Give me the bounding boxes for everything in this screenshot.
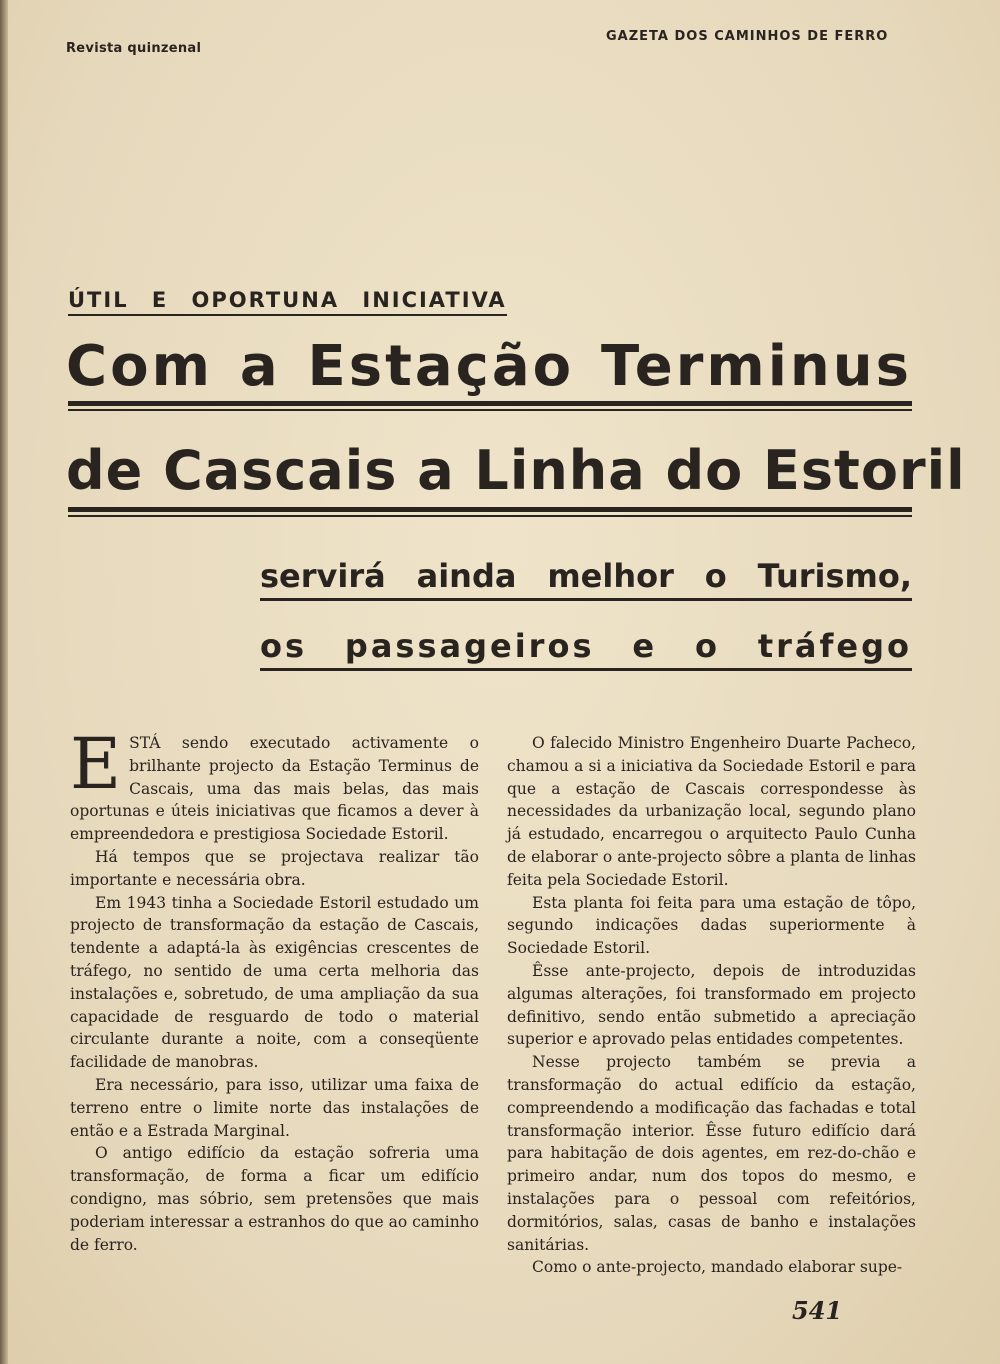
page-number: 541: [792, 1296, 843, 1325]
paragraph: O antigo edifício da estação sofreria uma transformação, de forma a ficar um edifício condigno, mas sóbrio, sem pretensões que mais poderiam interessar a estranhos do que ao caminho de ferro.: [70, 1144, 479, 1254]
article-title-line-1: Com a Estação Terminus: [66, 334, 912, 399]
paragraph: O falecido Ministro Engenheiro Duarte Pacheco, chamou a si a iniciativa da Sociedade Estoril e para que a estação de Cascais correspondesse às necessidades da urbanização local, segundo plano já estudado, encarregou o arquitecto Paulo Cunha de elaborar o ante-projecto sôbre a planta de linhas feita pela Sociedade Estoril.: [507, 734, 916, 889]
paragraph: Esta planta foi feita para uma estação de tôpo, segundo indicações dadas superiormente à Sociedade Estoril.: [507, 893, 916, 958]
title-rule-thin-2: [68, 515, 912, 517]
paragraph: Nesse projecto também se previa a transformação do actual edifício da estação, compreendendo a modificação das fachadas e total transformação interior. Êsse futuro edifício dará para habitação de dois agentes, em rez-do-chão e primeiro andar, num dos topos do mesmo, e instalações para o pessoal com refeitórios, dormitórios, salas, casas de banho e instalações sanitárias.: [507, 1053, 916, 1254]
header-publication-title: GAZETA DOS CAMINHOS DE FERRO: [606, 29, 889, 44]
title-rule-thick: [68, 401, 912, 406]
paragraph: Em 1943 tinha a Sociedade Estoril estudado um projecto de transformação da estação de Cascais, tendente a adaptá-la às exigências crescentes de tráfego, no sentido de uma certa melhoria das instalações e, sobretudo, de uma ampliação da sua capacidade de resguardo de todo o material circulante durante a noite, com a conseqüente facilidade de manobras.: [70, 893, 479, 1072]
paragraph: Êsse ante-projecto, depois de introduzidas algumas alterações, foi transformado em projecto definitivo, sendo então submetido a apreciação superior e aprovado pelas entidades competentes.: [507, 961, 916, 1049]
paragraph: Como o ante-projecto, mandado elaborar supe-: [532, 1258, 903, 1277]
title-rule-thin: [68, 409, 912, 411]
drop-cap: E: [70, 723, 122, 805]
paragraph: [70, 723, 479, 846]
header-periodicity: Revista quinzenal: [66, 41, 202, 56]
title-rule-thick-2: [68, 507, 912, 512]
paragraph: Há tempos que se projectava realizar tão importante e necessária obra.: [70, 847, 479, 889]
article-subtitle-line-2: os passageiros e o tráfego: [260, 627, 912, 665]
article-body-right-column: [507, 732, 916, 1279]
subtitle-rule-2: [260, 668, 912, 671]
paragraph: Era necessário, para isso, utilizar uma faixa de terreno entre o limite norte das instalações de então e a Estrada Marginal.: [70, 1075, 479, 1140]
subtitle-rule-1: [260, 598, 912, 601]
article-kicker: ÚTIL E OPORTUNA INICIATIVA: [68, 286, 507, 316]
page-binding-edge: [0, 0, 8, 1364]
article-body-left-column: [70, 723, 479, 1256]
article-subtitle-line-1: servirá ainda melhor o Turismo,: [260, 557, 912, 595]
article-title-line-2: de Cascais a Linha do Estoril: [66, 439, 966, 502]
paragraph-text: STÁ sendo executado activamente o brilhante projecto da Estação Terminus de Cascais, uma das mais belas, das mais oportunas e úteis iniciativas que ficamos a dever à empreendedora e prestigiosa Sociedade Estoril.: [70, 734, 479, 844]
